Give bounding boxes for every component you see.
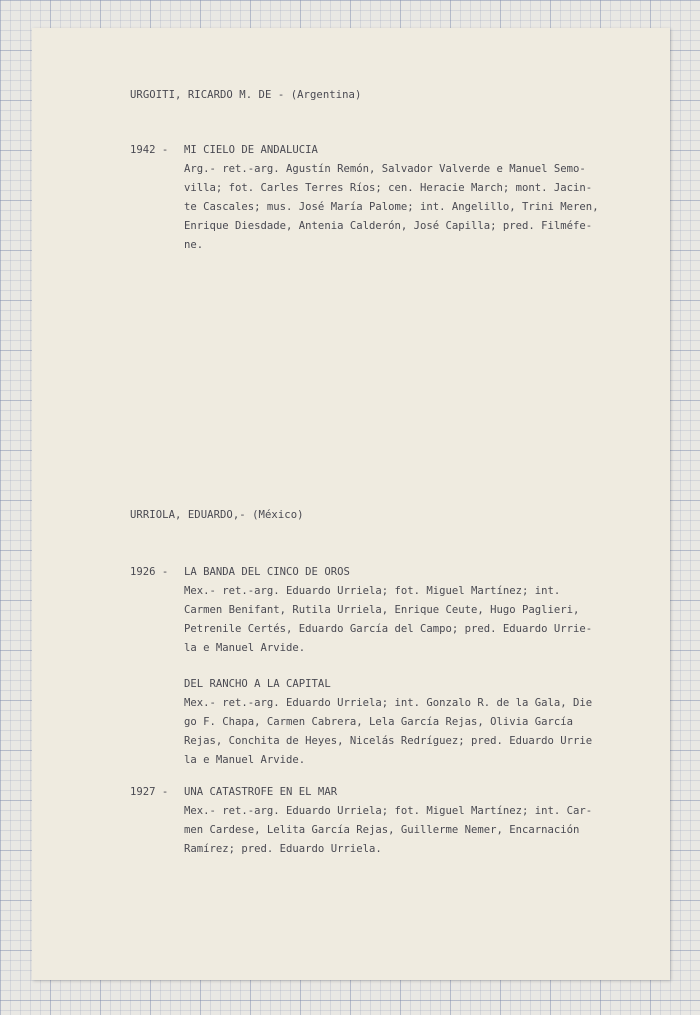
film-entry: [130, 563, 592, 658]
film-entry: [130, 783, 592, 859]
entry-line: Mex.- ret.-arg. Eduardo Urriela; int. Gonzalo R. de la Gala, Die: [184, 697, 593, 709]
entry-title: DEL RANCHO A LA CAPITAL: [184, 678, 331, 690]
entry-line: Ramírez; pred. Eduardo Urriela.: [184, 843, 382, 855]
entry-line: la e Manuel Arvide.: [184, 754, 306, 766]
section-heading: URGOITI, RICARDO M. DE - (Argentina): [130, 89, 362, 101]
entry-title-line: [130, 675, 592, 694]
section-heading: URRIOLA, EDUARDO,- (México): [130, 509, 304, 521]
entry-line: villa; fot. Carles Terres Ríos; cen. Heracie March; mont. Jacin-: [184, 182, 593, 194]
entry-line: Mex.- ret.-arg. Eduardo Urriela; fot. Miguel Martínez; int. Car-: [184, 805, 593, 817]
entry-line: Mex.- ret.-arg. Eduardo Urriela; fot. Miguel Martínez; int.: [184, 585, 561, 597]
entry-year: 1927 -: [130, 786, 175, 798]
entry-title: UNA CATASTROFE EN EL MAR: [184, 786, 338, 798]
entry-line: la e Manuel Arvide.: [184, 642, 306, 654]
entry-title: LA BANDA DEL CINCO DE OROS: [184, 566, 350, 578]
entry-line: Carmen Benifant, Rutila Urriela, Enrique Ceute, Hugo Paglieri,: [184, 604, 580, 616]
entry-year: 1942 -: [130, 144, 175, 156]
entry-line: Arg.- ret.-arg. Agustín Remón, Salvador Valverde e Manuel Semo-: [184, 163, 586, 175]
entry-line: men Cardese, Lelita García Rejas, Guillerme Nemer, Encarnación: [184, 824, 580, 836]
entry-line: go F. Chapa, Carmen Cabrera, Lela García Rejas, Olivia García: [184, 716, 574, 728]
entry-line: te Cascales; mus. José María Palome; int. Angelillo, Trini Meren,: [184, 201, 599, 213]
entry-title-line: [130, 563, 592, 582]
entry-line: Petrenile Certés, Eduardo García del Campo; pred. Eduardo Urrie-: [184, 623, 593, 635]
entry-line: Rejas, Conchita de Heyes, Nicelás Redríguez; pred. Eduardo Urrie: [184, 735, 593, 747]
film-entry: [130, 141, 599, 255]
film-entry: [130, 675, 592, 770]
entry-year: 1926 -: [130, 566, 175, 578]
entry-line: ne.: [184, 239, 204, 251]
typed-index-card: [32, 28, 670, 980]
entry-title: MI CIELO DE ANDALUCIA: [184, 144, 318, 156]
entry-line: Enrique Diesdade, Antenia Calderón, José Capilla; pred. Filméfe-: [184, 220, 593, 232]
entry-title-line: [130, 783, 592, 802]
entry-title-line: [130, 141, 599, 160]
